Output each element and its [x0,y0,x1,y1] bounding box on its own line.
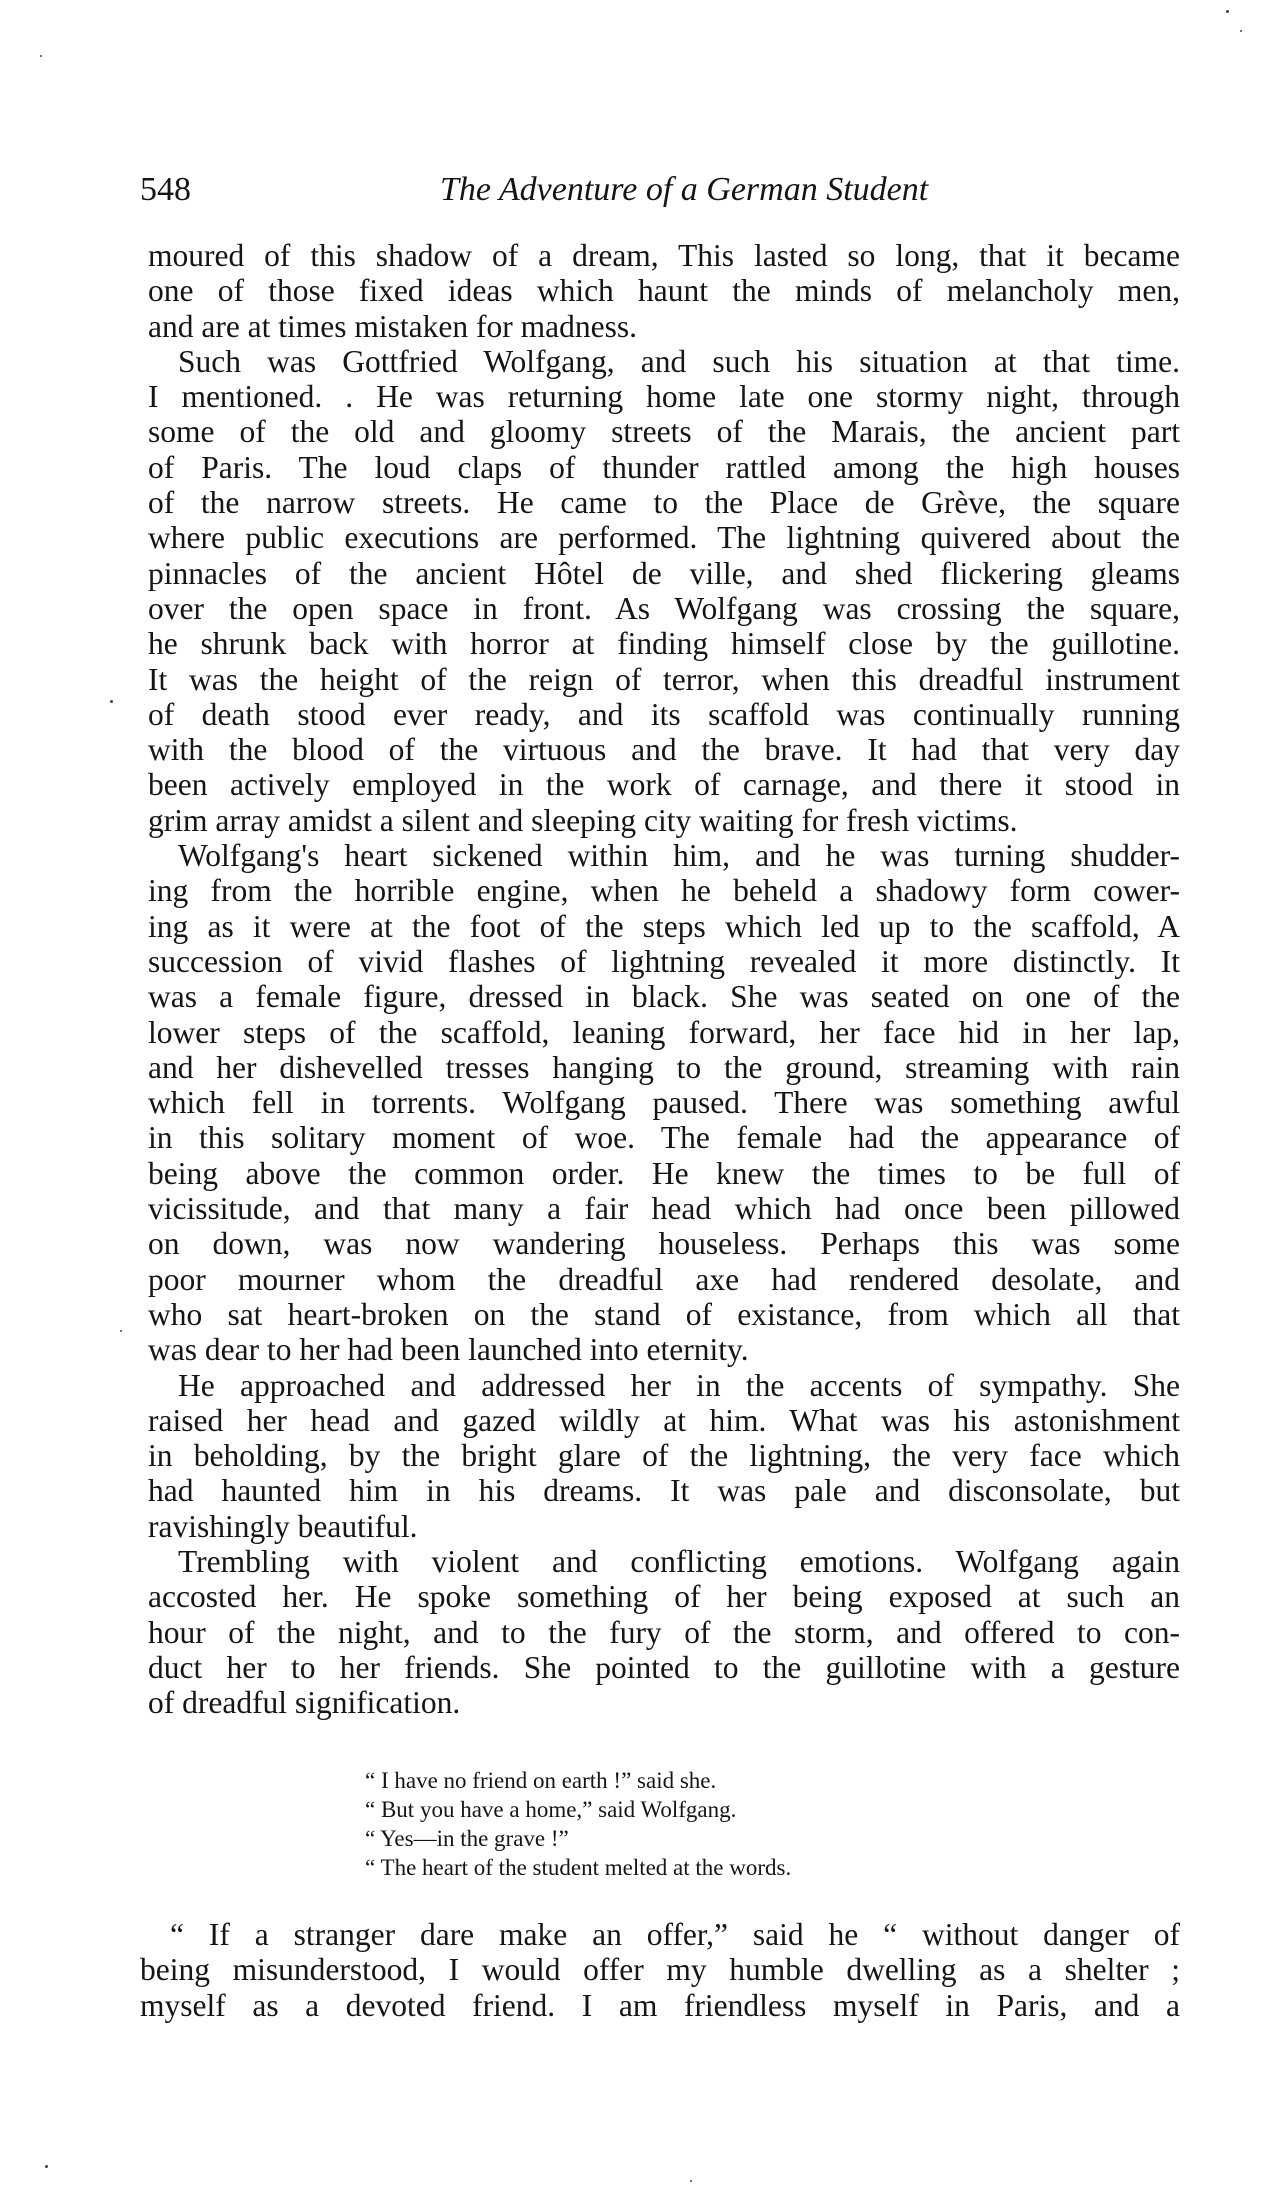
text-line: of death stood ever ready, and its scaffold was continually running [148,696,1180,732]
text-line: being above the common order. He knew the times to be full of [148,1155,1180,1191]
text-line: I mentioned. . He was returning home late one stormy night, through [148,379,1180,415]
text-line: where public executions are performed. The lightning quivered about the [148,520,1180,556]
text-line: and her dishevelled tresses hanging to the ground, streaming with rain [148,1049,1180,1085]
dialogue-line: “ Yes—in the grave !” [365,1826,569,1851]
text-line: of Paris. The loud claps of thunder rattled among the high houses [148,449,1180,485]
text-line: “ If a stranger dare make an offer,” said he “ without danger of [170,1917,1180,1952]
text-line: ing as it were at the foot of the steps which led up to the scaffold, A [148,908,1180,944]
print-speck [1226,10,1229,13]
dialogue-line: “ I have no friend on earth !” said she. [365,1768,717,1793]
text-line: of dreadful signification. [148,1685,461,1721]
dialogue-line: “ But you have a home,” said Wolfgang. [365,1797,737,1822]
text-line: vicissitude, and that many a fair head which had once been pillowed [148,1191,1180,1227]
text-line: accosted her. He spoke something of her being exposed at such an [148,1579,1180,1615]
text-line: was dear to her had been launched into eternity. [148,1332,749,1368]
print-speck [120,1330,122,1332]
text-line: of the narrow streets. He came to the Place de Grève, the square [148,485,1180,521]
text-line: was a female figure, dressed in black. She was seated on one of the [148,979,1180,1015]
page-header [140,168,1190,212]
text-line: he shrunk back with horror at finding himself close by the guillotine. [148,626,1180,662]
text-line: been actively employed in the work of carnage, and there it stood in [148,767,1180,803]
print-speck [1240,30,1242,32]
print-speck [690,2180,692,2182]
text-line: ing from the horrible engine, when he beheld a shadowy form cower- [148,873,1180,909]
text-line: duct her to her friends. She pointed to the guillotine with a gesture [148,1649,1180,1685]
text-line: in beholding, by the bright glare of the lightning, the very face which [148,1438,1180,1474]
text-line: He approached and addressed her in the accents of sympathy. She [178,1367,1180,1403]
text-line: one of those fixed ideas which haunt the minds of melancholy men, [148,273,1180,309]
text-line: succession of vivid flashes of lightning revealed it more distinctly. It [148,943,1180,979]
print-speck [110,700,113,703]
text-line: on down, was now wandering houseless. Perhaps this was some [148,1226,1180,1262]
body-text [148,238,1180,1720]
text-line: myself as a devoted friend. I am friendless myself in Paris, and a [140,1987,1180,2023]
text-line: raised her head and gazed wildly at him. What was his astonishment [148,1402,1180,1438]
text-line: and are at times mistaken for madness. [148,308,637,344]
print-speck [45,2165,48,2168]
text-line: pinnacles of the ancient Hôtel de ville, and shed flickering gleams [148,555,1180,591]
text-line: over the open space in front. As Wolfgang was crossing the square, [148,590,1180,626]
text-line: Such was Gottfried Wolfgang, and such his situation at that time. [178,343,1180,379]
text-line: lower steps of the scaffold, leaning forward, her face hid in her lap, [148,1014,1180,1050]
text-line: with the blood of the virtuous and the brave. It had that very day [148,732,1180,768]
text-line: poor mourner whom the dreadful axe had rendered desolate, and [148,1261,1180,1297]
page-number: 548 [140,171,191,208]
text-line: grim array amidst a silent and sleeping city waiting for fresh victims. [148,802,1018,838]
text-line: who sat heart-broken on the stand of existance, from which all that [148,1296,1180,1332]
text-line: ravishingly beautiful. [148,1508,418,1544]
closing-paragraph [140,1917,1180,2023]
print-speck [40,55,42,57]
dialogue-line: “ The heart of the student melted at the words. [365,1855,792,1880]
text-line: in this solitary moment of woe. The female had the appearance of [148,1120,1180,1156]
text-line: some of the old and gloomy streets of the Marais, the ancient part [148,414,1180,450]
text-line: had haunted him in his dreams. It was pale and disconsolate, but [148,1473,1180,1509]
text-line: It was the height of the reign of terror, when this dreadful instrument [148,661,1180,697]
text-line: moured of this shadow of a dream, This lasted so long, that it became [148,238,1180,273]
text-line: being misunderstood, I would offer my humble dwelling as a shelter ; [140,1952,1180,1988]
text-line: hour of the night, and to the fury of the storm, and offered to con- [148,1614,1180,1650]
text-line: Trembling with violent and conflicting emotions. Wolfgang again [178,1543,1180,1579]
dialogue-block [365,1766,1005,1882]
text-line: Wolfgang's heart sickened within him, and he was turning shudder- [178,838,1180,874]
text-line: which fell in torrents. Wolfgang paused. There was something awful [148,1085,1180,1121]
running-title: The Adventure of a German Student [440,171,929,208]
